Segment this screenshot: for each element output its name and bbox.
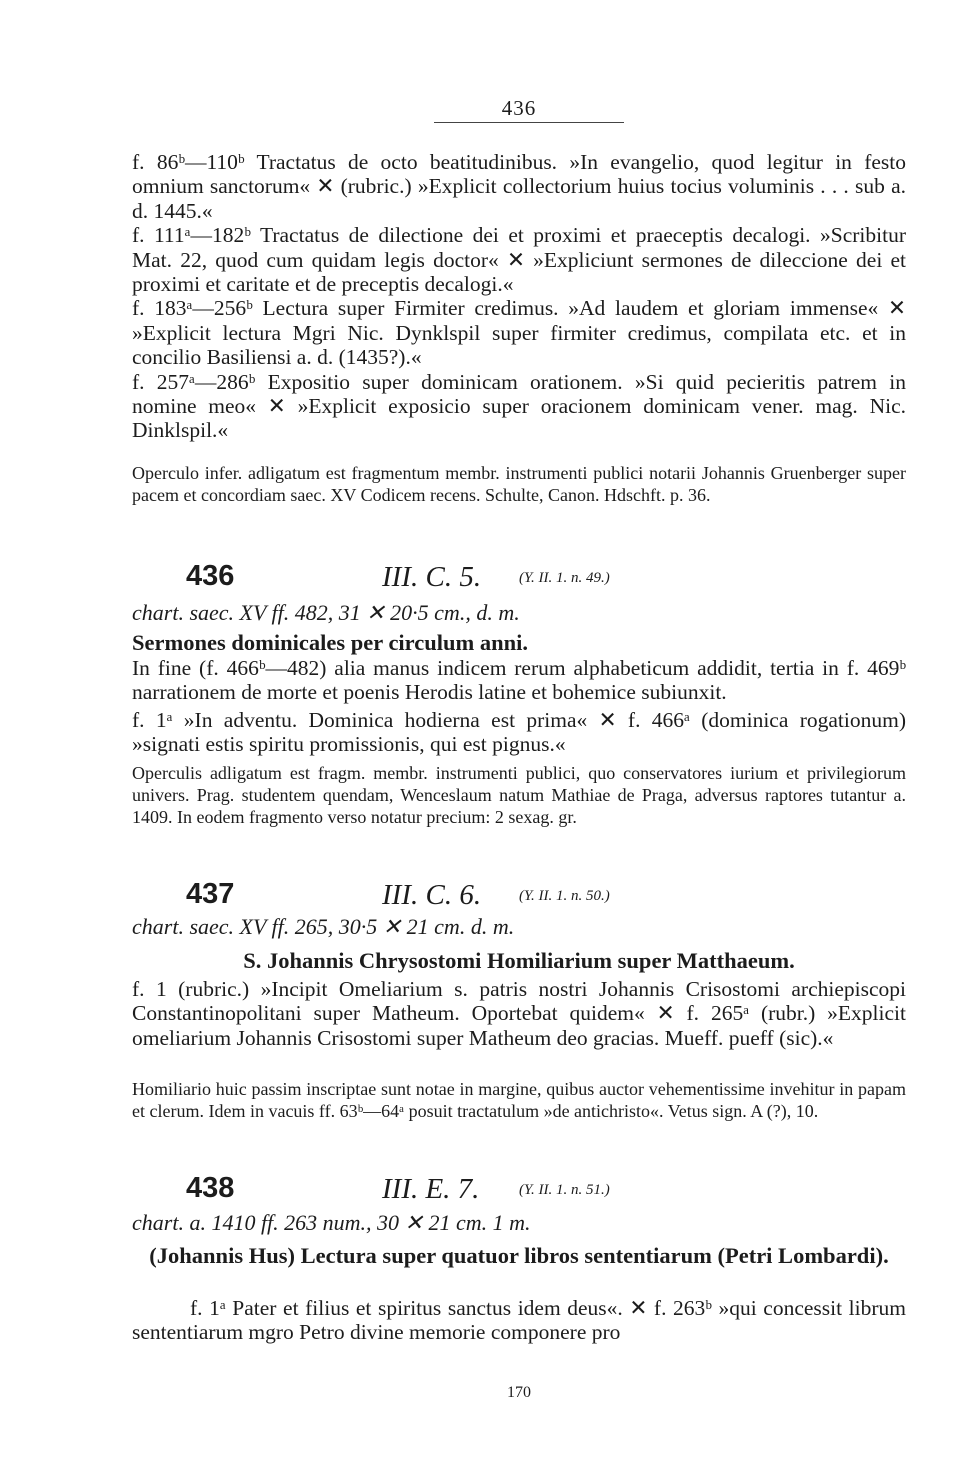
entry-heading-437: [132, 878, 906, 912]
entry-paragraph: f. 1ᵃ Pater et filius et spiritus sanctus idem deus«. ✕ f. 263ᵇ »qui concessit librum sententiarum mgro Petro divine memorie componere pro: [132, 1296, 906, 1345]
entry-number: 436: [186, 560, 235, 592]
entry-title: (Johannis Hus) Lectura super quatuor libros sententiarum (Petri Lombardi).: [149, 1243, 889, 1268]
entry-signature: III. E. 7.: [382, 1173, 480, 1205]
entry-signature: III. C. 5.: [382, 561, 482, 593]
page-number: 436: [501, 96, 537, 120]
entry-description: chart. a. 1410 ff. 263 num., 30 ✕ 21 cm. 1 m.: [132, 1210, 531, 1235]
entry-description: chart. saec. XV ff. 482, 31 ✕ 20·5 cm., d. m.: [132, 600, 520, 625]
entry-old-signature: (Y. II. 1. n. 49.): [519, 570, 610, 586]
entry-old-signature: (Y. II. 1. n. 51.): [519, 1182, 610, 1198]
entry-title: S. Johannis Chrysostomi Homiliarium super Matthaeum.: [243, 948, 795, 973]
entry-number: 437: [186, 878, 235, 910]
entry-paragraph: f. 1ᵃ »In adventu. Dominica hodierna est prima« ✕ f. 466ᵃ (dominica rogationum) »signati estis spiritu promissionis, qui est pignus.«: [132, 708, 906, 757]
entry-description: chart. saec. XV ff. 265, 30·5 ✕ 21 cm. d. m.: [132, 914, 515, 939]
entry-signature: III. C. 6.: [382, 879, 482, 911]
entry-note: Operculis adligatum est fragm. membr. instrumenti publici, quo conservatores iurium et privilegiorum univers. Prag. studentem quendam, Wenceslaum natum Mathiae de Praga, adversus raptores tutantur a. 1409. In eodem fragmento verso notatur precium: 2 sexag. gr.: [132, 763, 906, 828]
entry-title: Sermones dominicales per circulum anni.: [132, 630, 529, 655]
header-rule: [434, 122, 624, 123]
paragraph-expositio-orationem: f. 257ᵃ—286ᵇ Expositio super dominicam orationem. »Si quid pecieritis patrem in nomine meo« ✕ »Explicit exposicio super oracionem dominicam vener. mag. Nic. Dinklspil.«: [132, 369, 906, 443]
entry-435-continuation: [132, 150, 906, 443]
paragraph-tractatus-beatitudinibus: f. 86ᵇ—110ᵇ Tractatus de octo beatitudinibus. »In evangelio, quod legitur in festo omnium sanctorum« ✕ (rubric.) »Explicit collectorium huius tocius voluminis . . . sub a. d. 1445.«: [132, 150, 906, 223]
entry-old-signature: (Y. II. 1. n. 50.): [519, 888, 610, 904]
entry-heading-436: [132, 560, 906, 594]
entry-paragraph: f. 1 (rubric.) »Incipit Omeliarium s. patris nostri Johannis Crisostomi archiepiscopi Constantinopolitani super Matheum. Oportebat quidem« ✕ f. 265ᵃ (rubr.) »Explicit omeliarium Johannis Crisostomi super Matheum deo gracias. Mueff. pueff (sic).«: [132, 977, 906, 1050]
entry-heading-438: [132, 1172, 906, 1206]
entry-note: Homiliario huic passim inscriptae sunt notae in margine, quibus auctor vehementissime invehitur in papam et clerum. Idem in vacuis ff. 63ᵇ—64ᵃ posuit tractatulum »de antichristo«. Vetus sign. A (?), 10.: [132, 1079, 906, 1122]
entry-number: 438: [186, 1172, 235, 1204]
entry-paragraph: In fine (f. 466ᵇ—482) alia manus indicem rerum alphabeticum addidit, tertia in f. 469ᵇ narrationem de morte et poenis Herodis latine et bohemice subiunxit.: [132, 656, 906, 705]
paragraph-lectura-firmiter: f. 183ᵃ—256ᵇ Lectura super Firmiter credimus. »Ad laudem et gloriam immense« ✕ »Explicit lectura Mgri Nic. Dynklspil super firmiter credimus, compilata etc. et in concilio Basiliensi a. d. (1435?).«: [132, 296, 906, 370]
paragraph-tractatus-dilectione: f. 111ᵃ—182ᵇ Tractatus de dilectione dei et proximi et praeceptis decalogi. »Scribitur Mat. 22, quod cum quidam legis doctor« ✕ »Expliciunt sermones de dileccione dei et proximi et caritate et de preceptis decalogi.«: [132, 223, 906, 297]
footer-number: 170: [507, 1384, 531, 1401]
note-operculo: Operculo infer. adligatum est fragmentum membr. instrumenti publici notarii Johannis Gruenberger super pacem et concordiam saec. XV Codicem recens. Schulte, Canon. Hdschft. p. 36.: [132, 463, 906, 506]
